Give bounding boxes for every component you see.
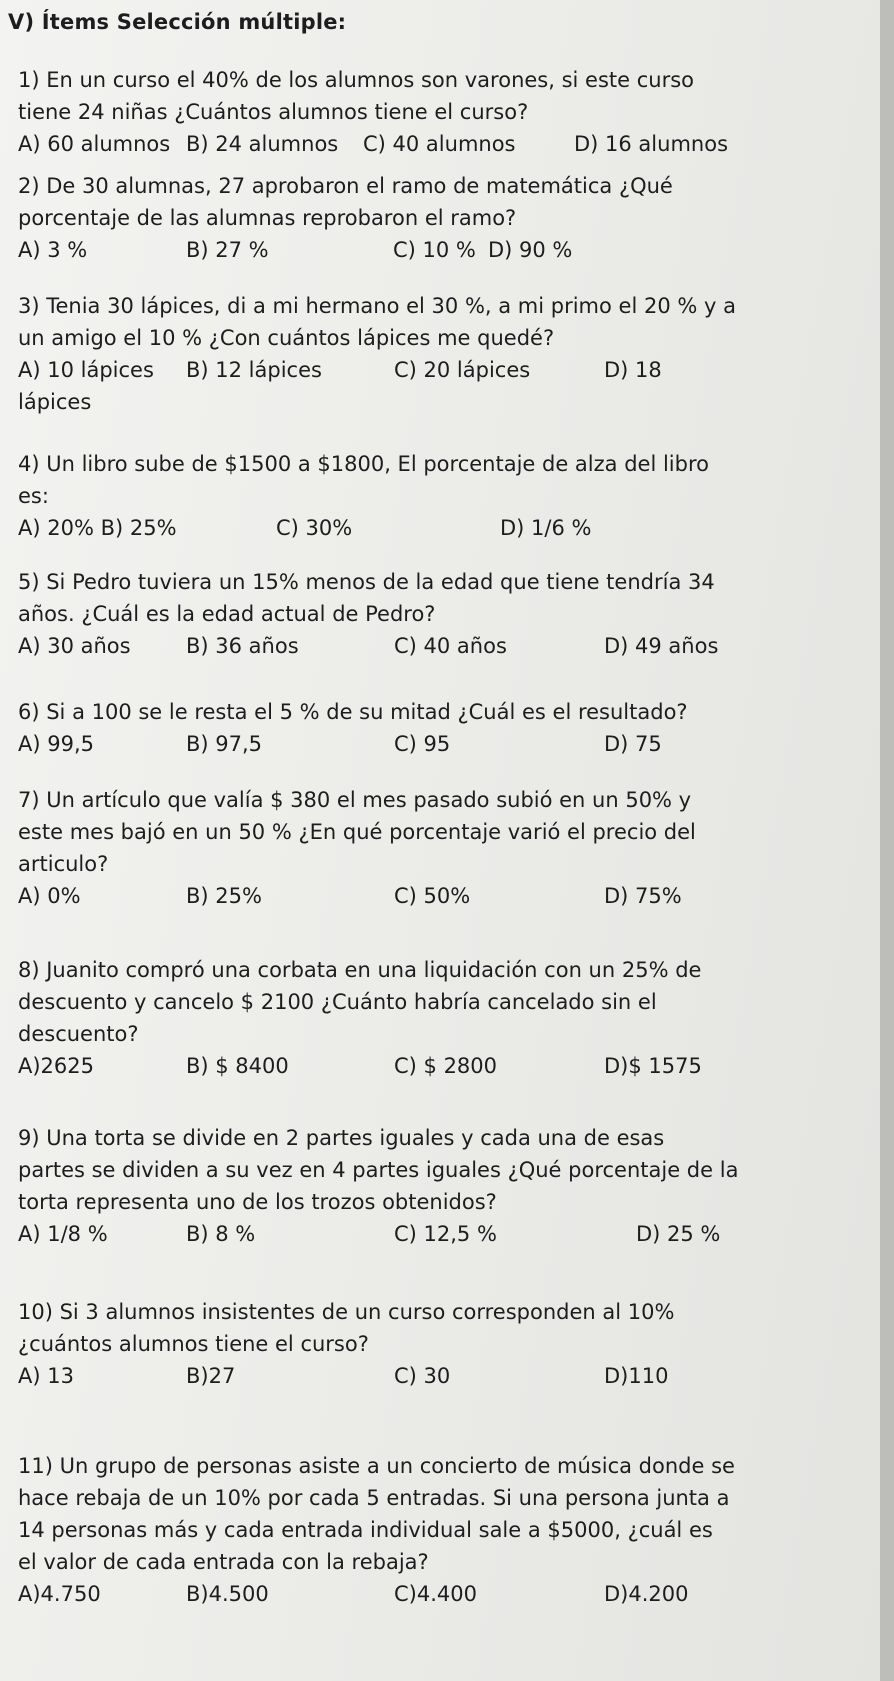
question-11-line-4: el valor de cada entrada con la rebaja? <box>18 1550 429 1574</box>
option-c: C) 40 alumnos <box>363 132 516 156</box>
question-3-options <box>18 354 858 386</box>
option-a: A) 60 alumnos <box>18 132 171 156</box>
question-9-line-1: 9) Una torta se divide en 2 partes iguales y cada una de esas <box>18 1126 665 1150</box>
option-a: A) 13 <box>18 1364 74 1388</box>
option-b: B) 36 años <box>186 634 299 658</box>
question-8-line-1: 8) Juanito compró una corbata en una liquidación con un 25% de <box>18 958 702 982</box>
option-a: A) 3 % <box>18 238 88 262</box>
question-5 <box>18 566 858 662</box>
question-10-line-2: ¿cuántos alumnos tiene el curso? <box>18 1332 369 1356</box>
question-4-line-1: 4) Un libro sube de $1500 a $1800, El porcentaje de alza del libro <box>18 452 709 476</box>
question-7-options <box>18 880 858 912</box>
question-11-line-1: 11) Un grupo de personas asiste a un concierto de música donde se <box>18 1454 735 1478</box>
question-1-line-1: 1) En un curso el 40% de los alumnos son varones, si este curso <box>18 68 695 92</box>
question-4-line-2: es: <box>18 484 49 508</box>
question-1-options <box>18 128 858 160</box>
question-9-line-2: partes se dividen a su vez en 4 partes iguales ¿Qué porcentaje de la <box>18 1158 739 1182</box>
option-c: C) 95 <box>394 732 451 756</box>
question-10-line-1: 10) Si 3 alumnos insistentes de un curso corresponden al 10% <box>18 1300 675 1324</box>
question-9 <box>18 1122 858 1250</box>
question-6-line-1: 6) Si a 100 se le resta el 5 % de su mitad ¿Cuál es el resultado? <box>18 700 688 724</box>
question-2 <box>18 170 858 266</box>
page-edge <box>880 0 894 1681</box>
question-8-line-2: descuento y cancelo $ 2100 ¿Cuánto habría cancelado sin el <box>18 990 657 1014</box>
option-b: B)27 <box>186 1364 236 1388</box>
question-7-line-2: este mes bajó en un 50 % ¿En qué porcentaje varió el precio del <box>18 820 696 844</box>
option-c: C) $ 2800 <box>394 1054 498 1078</box>
option-d: D) 16 alumnos <box>574 132 729 156</box>
question-8 <box>18 954 858 1082</box>
question-7-line-1: 7) Un artículo que valía $ 380 el mes pasado subió en un 50% y <box>18 788 692 812</box>
option-a: A)4.750 <box>18 1582 101 1606</box>
option-a-b: A) 20% B) 25% <box>18 516 177 540</box>
option-c: C)4.400 <box>394 1582 477 1606</box>
option-c: C) 50% <box>394 884 471 908</box>
option-b: B) 8 % <box>186 1222 256 1246</box>
section-header: V) Ítems Selección múltiple: <box>8 10 347 34</box>
option-c: C) 40 años <box>394 634 507 658</box>
question-9-line-3: torta representa uno de los trozos obtenidos? <box>18 1190 497 1214</box>
question-4-options <box>18 512 858 544</box>
option-a: A) 99,5 <box>18 732 94 756</box>
option-c: C) 10 % <box>393 238 476 262</box>
option-d: D) 1/6 % <box>500 516 592 540</box>
question-7 <box>18 784 858 912</box>
question-5-line-2: años. ¿Cuál es la edad actual de Pedro? <box>18 602 436 626</box>
option-d: D) 90 % <box>488 238 573 262</box>
option-c: C) 20 lápices <box>394 358 531 382</box>
option-d: D) 75 <box>604 732 662 756</box>
option-d: D) 18 <box>604 358 662 382</box>
option-a: A) 0% <box>18 884 81 908</box>
question-3 <box>18 290 858 418</box>
question-5-options <box>18 630 858 662</box>
question-1 <box>18 64 858 160</box>
question-1-line-2: tiene 24 niñas ¿Cuántos alumnos tiene el curso? <box>18 100 529 124</box>
option-d: D) 75% <box>604 884 682 908</box>
option-a: A) 1/8 % <box>18 1222 108 1246</box>
question-6 <box>18 696 858 760</box>
option-b: B)4.500 <box>186 1582 269 1606</box>
question-9-options <box>18 1218 858 1250</box>
question-3-option-d-continuation: lápices <box>18 390 92 414</box>
option-b: B) 25% <box>186 884 262 908</box>
question-8-options <box>18 1050 858 1082</box>
option-d: D) 25 % <box>636 1222 721 1246</box>
option-a: A) 10 lápices <box>18 358 154 382</box>
question-11-line-3: 14 personas más y cada entrada individual sale a $5000, ¿cuál es <box>18 1518 713 1542</box>
question-2-line-2: porcentaje de las alumnas reprobaron el ramo? <box>18 206 517 230</box>
question-11 <box>18 1450 858 1610</box>
option-b: B) 24 alumnos <box>186 132 339 156</box>
option-a: A)2625 <box>18 1054 95 1078</box>
question-11-line-2: hace rebaja de un 10% por cada 5 entradas. Si una persona junta a <box>18 1486 730 1510</box>
option-d: D)4.200 <box>604 1582 689 1606</box>
question-2-line-1: 2) De 30 alumnas, 27 aprobaron el ramo de matemática ¿Qué <box>18 174 673 198</box>
option-d: D)$ 1575 <box>604 1054 702 1078</box>
question-10 <box>18 1296 858 1392</box>
option-a: A) 30 años <box>18 634 131 658</box>
question-3-line-2: un amigo el 10 % ¿Con cuántos lápices me quedé? <box>18 326 555 350</box>
question-5-line-1: 5) Si Pedro tuviera un 15% menos de la edad que tiene tendría 34 <box>18 570 715 594</box>
question-7-line-3: articulo? <box>18 852 109 876</box>
option-c: C) 30% <box>276 516 353 540</box>
option-c: C) 12,5 % <box>394 1222 497 1246</box>
question-3-line-1: 3) Tenia 30 lápices, di a mi hermano el 30 %, a mi primo el 20 % y a <box>18 294 736 318</box>
question-8-line-3: descuento? <box>18 1022 139 1046</box>
question-11-options <box>18 1578 858 1610</box>
option-b: B) 97,5 <box>186 732 263 756</box>
option-c: C) 30 <box>394 1364 451 1388</box>
option-d: D)110 <box>604 1364 669 1388</box>
question-2-options <box>18 234 858 266</box>
option-b: B) 27 % <box>186 238 269 262</box>
question-4 <box>18 448 858 544</box>
option-b: B) $ 8400 <box>186 1054 289 1078</box>
question-6-options <box>18 728 858 760</box>
option-b: B) 12 lápices <box>186 358 322 382</box>
option-d: D) 49 años <box>604 634 719 658</box>
question-10-options <box>18 1360 858 1392</box>
